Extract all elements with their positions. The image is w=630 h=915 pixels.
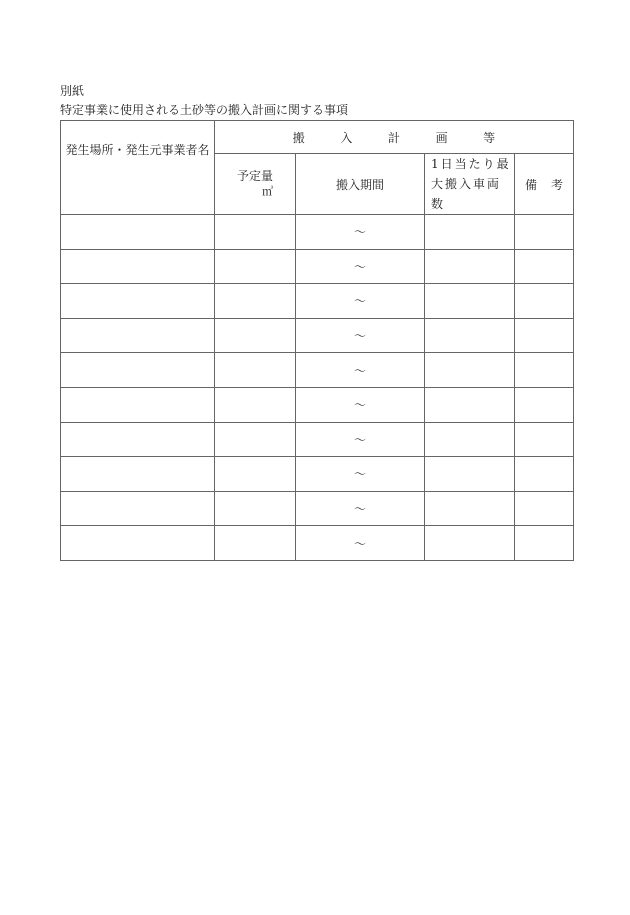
header-period: 搬入期間 (296, 154, 425, 215)
vehicles-cell[interactable] (425, 457, 515, 492)
remarks-cell[interactable] (515, 318, 574, 353)
period-cell[interactable]: ～ (296, 318, 425, 353)
group-char: 計 (387, 130, 400, 145)
period-cell[interactable]: ～ (296, 215, 425, 250)
table-row (61, 353, 574, 388)
header-remarks: 備 考 (515, 154, 574, 215)
source-cell[interactable] (61, 491, 215, 526)
table-row (61, 457, 574, 492)
table-row (61, 526, 574, 561)
header-max-vehicles: 1日当たり最 大搬入車両数 (425, 154, 515, 215)
group-char: 画 (435, 130, 448, 145)
import-plan-table (60, 120, 574, 561)
group-char: 等 (483, 130, 496, 145)
vehicles-cell[interactable] (425, 249, 515, 284)
table-row (61, 491, 574, 526)
quantity-cell[interactable] (215, 526, 296, 561)
period-cell[interactable]: ～ (296, 387, 425, 422)
table-row (61, 249, 574, 284)
source-cell[interactable] (61, 387, 215, 422)
source-cell[interactable] (61, 353, 215, 388)
quantity-cell[interactable] (215, 284, 296, 319)
remarks-cell[interactable] (515, 353, 574, 388)
period-cell[interactable]: ～ (296, 457, 425, 492)
remarks-cell[interactable] (515, 249, 574, 284)
remarks-cell[interactable] (515, 215, 574, 250)
document-title: 特定事業に使用される土砂等の搬入計画に関する事項 (60, 103, 349, 117)
quantity-cell[interactable] (215, 491, 296, 526)
header-source: 発生場所・発生元事業者名 (61, 121, 215, 215)
remarks-cell[interactable] (515, 457, 574, 492)
vehicles-cell[interactable] (425, 491, 515, 526)
group-char: 入 (340, 130, 353, 145)
source-cell[interactable] (61, 318, 215, 353)
remarks-cell[interactable] (515, 526, 574, 561)
source-cell[interactable] (61, 284, 215, 319)
period-cell[interactable]: ～ (296, 284, 425, 319)
annex-label: 別紙 (60, 84, 85, 98)
source-cell[interactable] (61, 526, 215, 561)
period-cell[interactable]: ～ (296, 526, 425, 561)
period-cell[interactable]: ～ (296, 249, 425, 284)
header-quantity: 予定量 ㎥ (215, 154, 296, 215)
table-row (61, 215, 574, 250)
table-row (61, 284, 574, 319)
quantity-cell[interactable] (215, 353, 296, 388)
source-cell[interactable] (61, 457, 215, 492)
vehicles-cell[interactable] (425, 526, 515, 561)
remarks-cell[interactable] (515, 422, 574, 457)
table-row (61, 387, 574, 422)
quantity-cell[interactable] (215, 249, 296, 284)
quantity-cell[interactable] (215, 457, 296, 492)
vehicles-cell[interactable] (425, 284, 515, 319)
vehicles-cell[interactable] (425, 422, 515, 457)
remarks-cell[interactable] (515, 491, 574, 526)
table-row (61, 318, 574, 353)
table-row (61, 422, 574, 457)
group-char: 搬 (292, 130, 305, 145)
period-cell[interactable]: ～ (296, 491, 425, 526)
vehicles-cell[interactable] (425, 215, 515, 250)
quantity-cell[interactable] (215, 387, 296, 422)
period-cell[interactable]: ～ (296, 353, 425, 388)
header-import-plan (215, 121, 574, 154)
remarks-cell[interactable] (515, 284, 574, 319)
quantity-cell[interactable] (215, 318, 296, 353)
unit-cubic-meter: ㎥ (262, 185, 273, 198)
remarks-cell[interactable] (515, 387, 574, 422)
vehicles-cell[interactable] (425, 387, 515, 422)
source-cell[interactable] (61, 215, 215, 250)
period-cell[interactable]: ～ (296, 422, 425, 457)
quantity-cell[interactable] (215, 422, 296, 457)
quantity-cell[interactable] (215, 215, 296, 250)
source-cell[interactable] (61, 422, 215, 457)
source-cell[interactable] (61, 249, 215, 284)
vehicles-cell[interactable] (425, 318, 515, 353)
vehicles-cell[interactable] (425, 353, 515, 388)
